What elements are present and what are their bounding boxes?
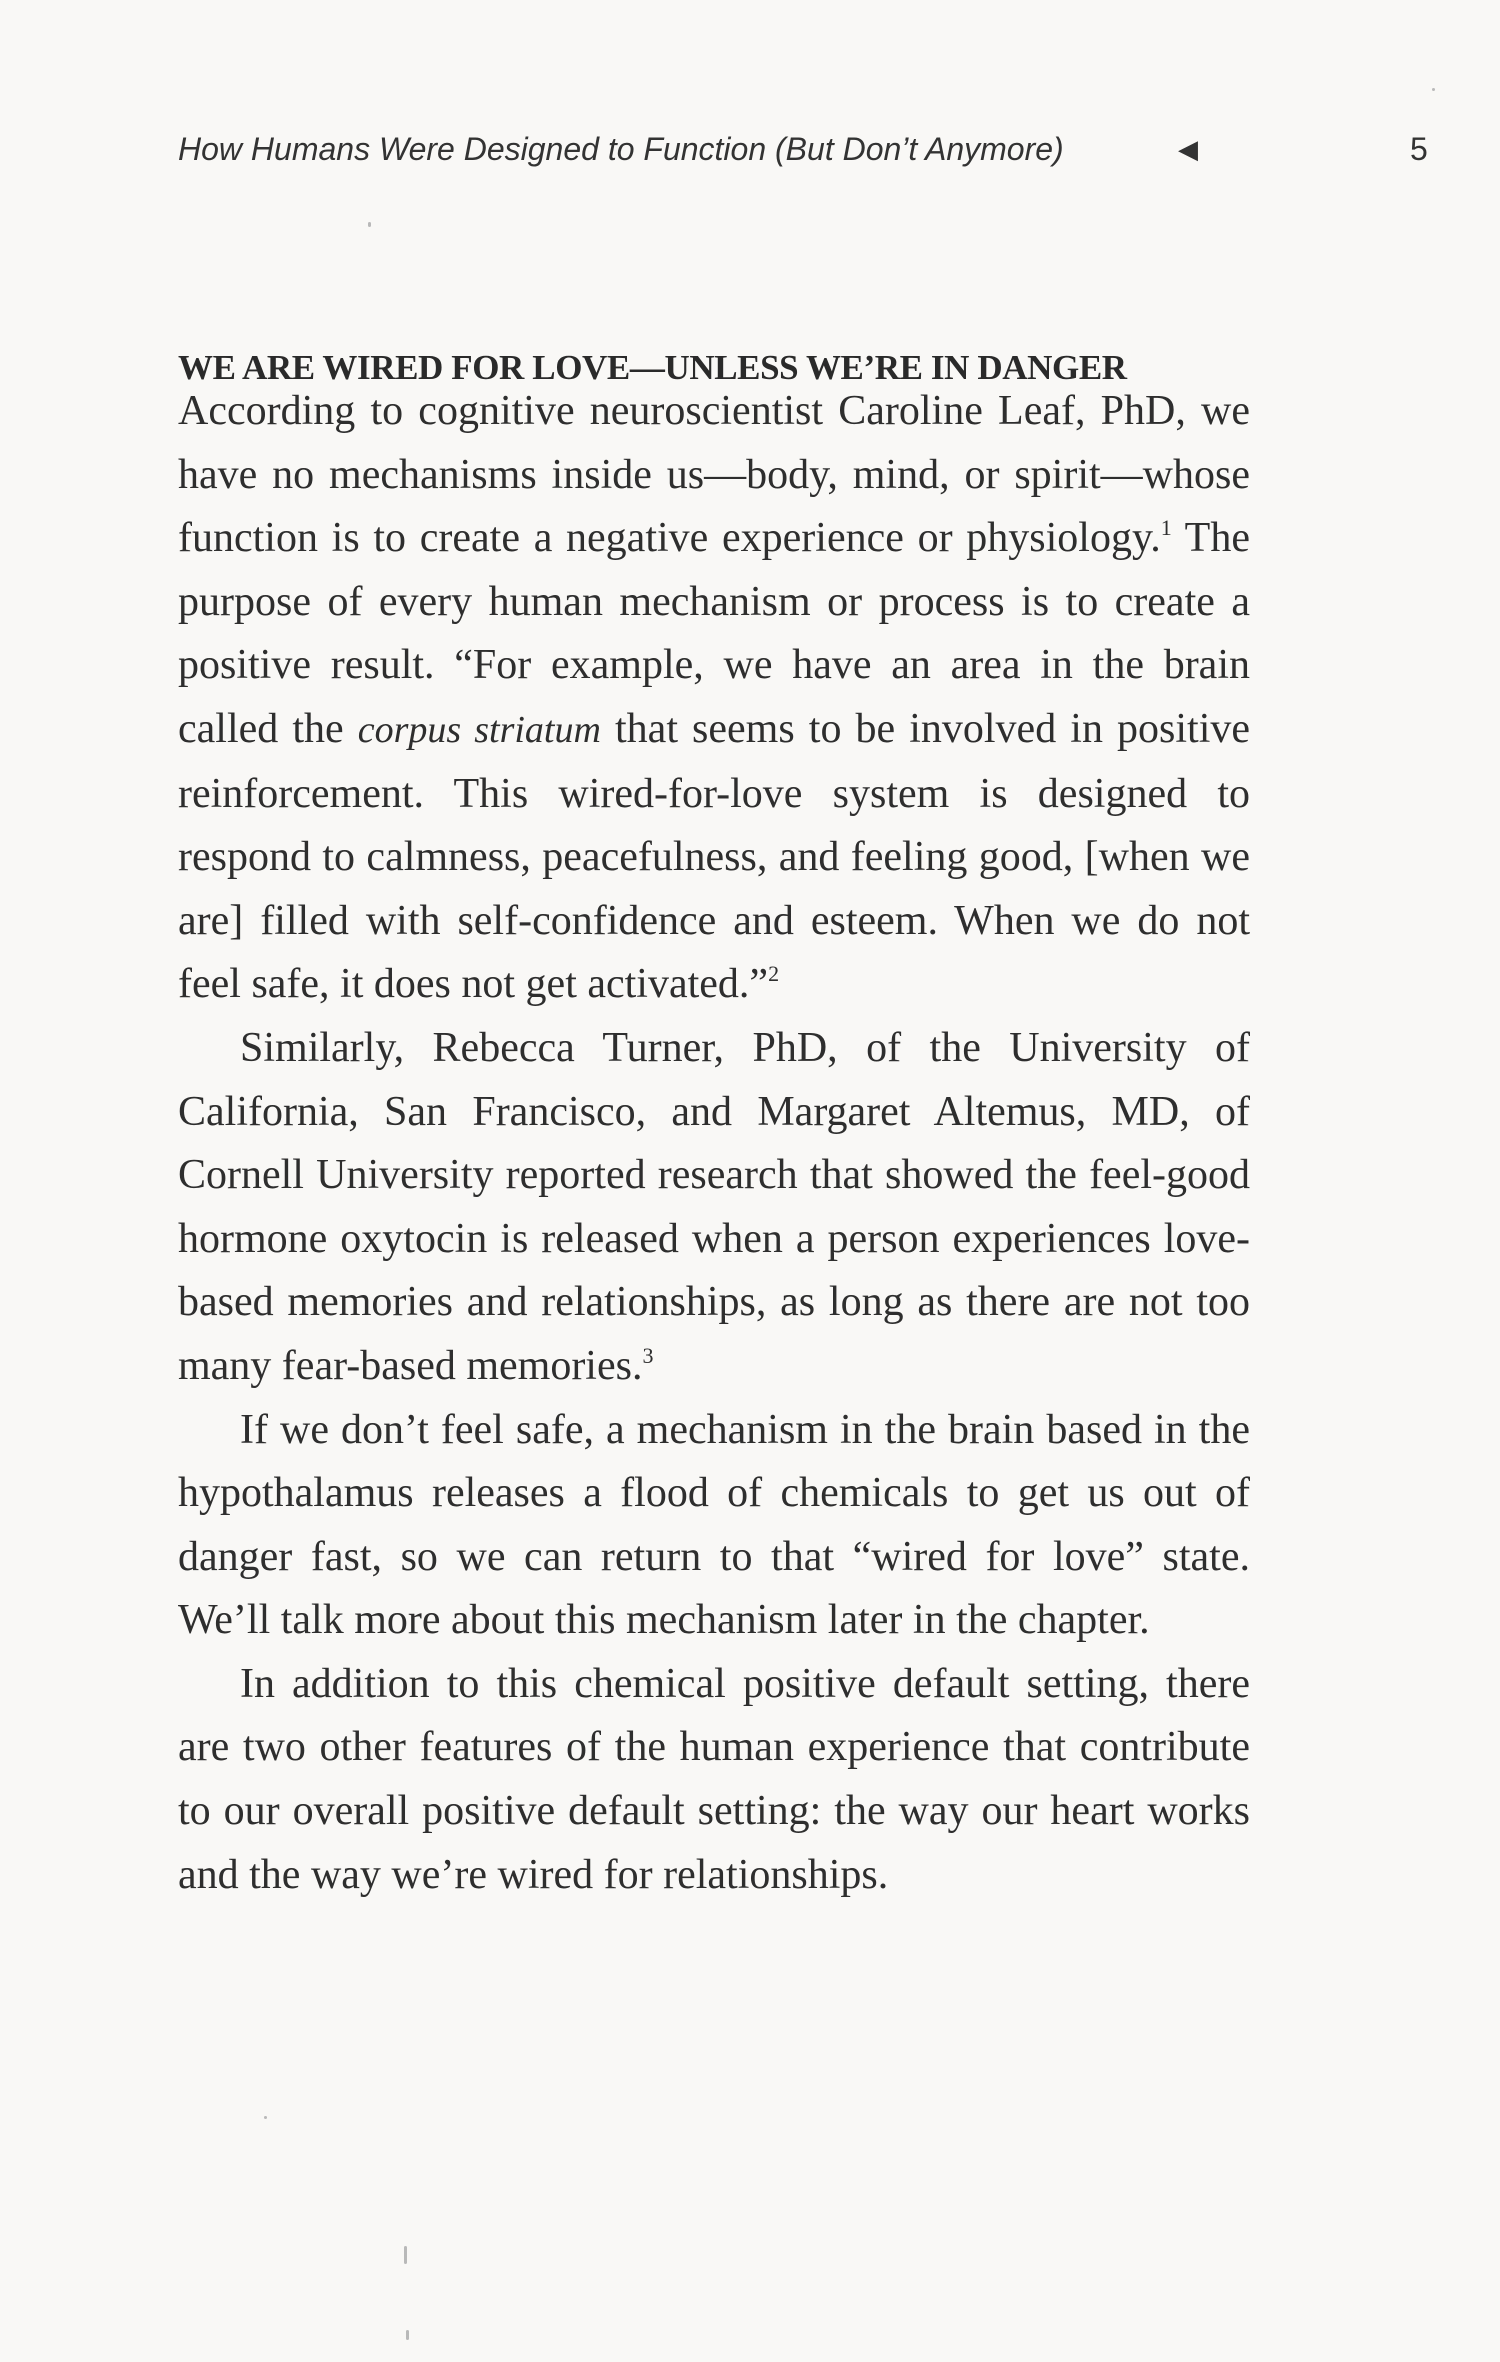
- paragraph-1-text-c: that seems to be involved in positive reinforcement. This wired-for-love system is designed to respond to calmness, peacefulness, and feeling good, [when we are] filled with self-confidence and esteem. When we do not feel safe, it does not get activated.”: [178, 705, 1251, 1008]
- scan-speck: [406, 2330, 409, 2340]
- paragraph-3-text: If we don’t feel safe, a mechanism in the brain based in the hypothalamus releases a flood of chemicals to get us out of danger fast, so we can return to that “wired for love” state. We’ll talk more about this mechanism later in the chapter.: [178, 1406, 1250, 1644]
- paragraph-4: [178, 1653, 1250, 1907]
- scan-speck: [1432, 88, 1435, 91]
- footnote-ref-1: 1: [1160, 515, 1172, 541]
- scan-speck: [404, 2246, 407, 2264]
- running-head-title: How Humans Were Designed to Function (But Don’t Anymore): [178, 131, 1064, 167]
- paragraph-2: [178, 1017, 1250, 1399]
- section-heading: WE ARE WIRED FOR LOVE—UNLESS WE’RE IN DANGER: [178, 348, 1127, 388]
- paragraph-2-text: Similarly, Rebecca Turner, PhD, of the University of California, San Francisco, and Margaret Altemus, MD, of Cornell University reported research that showed the feel-good hormone oxytocin is released when a person experiences love-based memories and relationships, as long as there are not too many fear-based memories.: [178, 1024, 1250, 1389]
- running-head: [178, 126, 1428, 172]
- left-arrow-icon: ◀: [1178, 134, 1198, 164]
- scan-speck: [368, 222, 371, 227]
- paragraph-1: [178, 380, 1250, 1017]
- paragraph-1-text-b: The purpose of every human mechanism or process is to create a positive result. “For example, we have an area in the brain called the: [178, 515, 1250, 752]
- paragraph-1-text-a: According to cognitive neuroscientist Caroline Leaf, PhD, we have no mechanisms inside us—body, mind, or spirit—whose function is to create a negative experience or physiology.: [178, 388, 1250, 562]
- footnote-ref-3: 3: [642, 1342, 654, 1368]
- scan-speck: [264, 2116, 267, 2119]
- body-text: [178, 380, 1250, 1907]
- page-number: 5: [1410, 131, 1428, 167]
- paragraph-4-text: In addition to this chemical positive default setting, there are two other features of the human experience that contribute to our overall positive default setting: the way our heart works and the way we’re wired for relationships.: [178, 1660, 1250, 1898]
- paragraph-3: [178, 1399, 1250, 1653]
- footnote-ref-2: 2: [768, 961, 780, 987]
- italic-term: corpus striatum: [357, 708, 601, 751]
